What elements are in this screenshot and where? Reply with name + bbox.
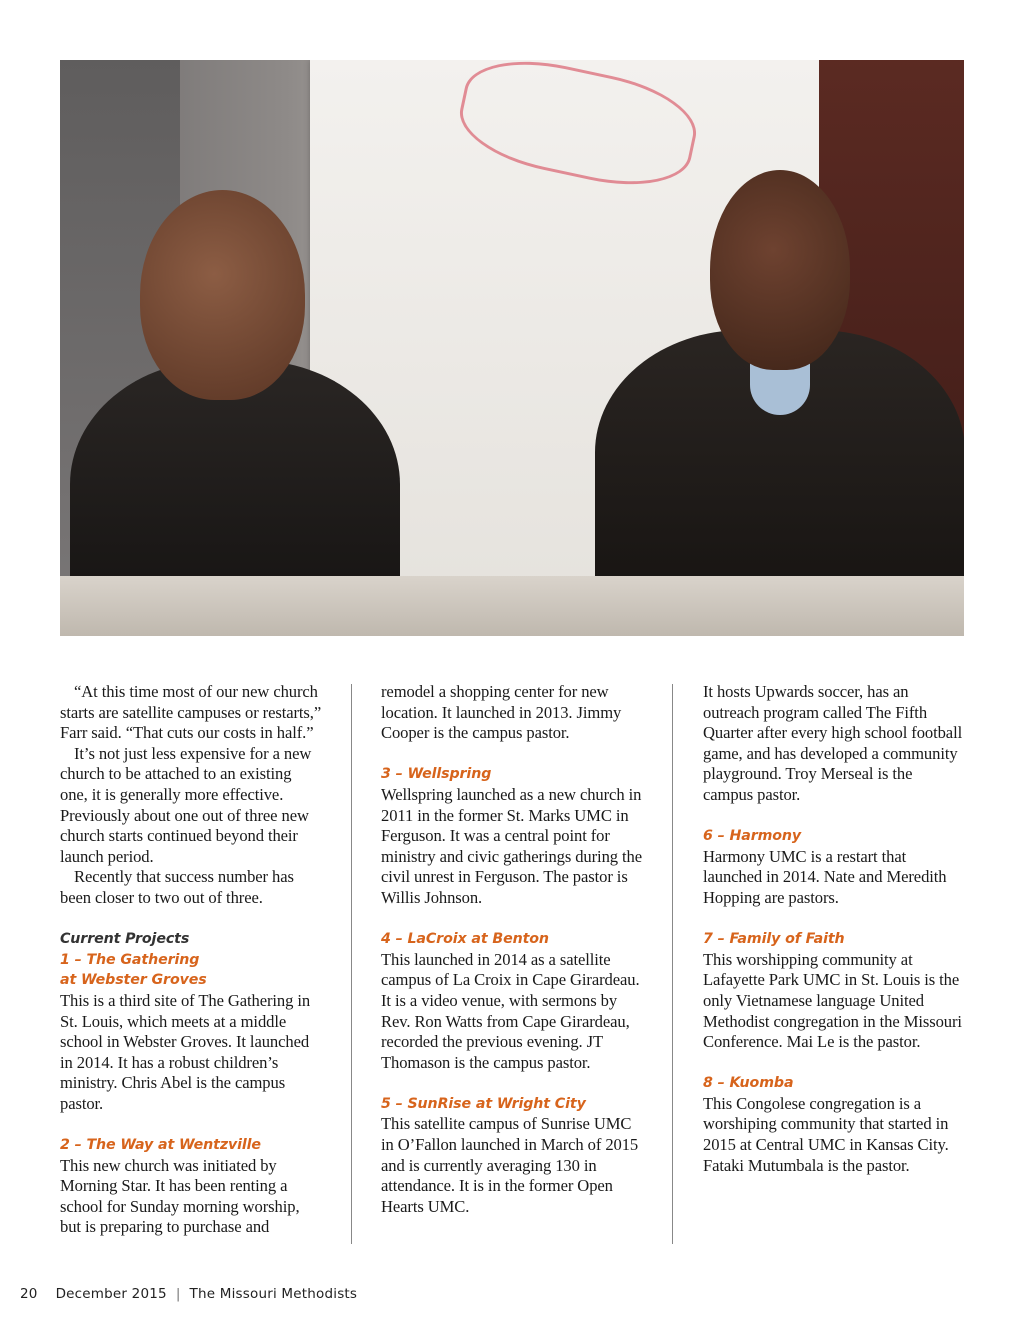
project-heading: 7 – Family of Faith [703, 931, 845, 948]
project-heading: 6 – Harmony [703, 828, 802, 845]
project-heading: at Webster Groves [60, 972, 207, 989]
text-column-2 [381, 682, 643, 1217]
body-paragraph: “At this time most of our new church starts are satellite campuses or restarts,” Farr said. “That cuts our costs in half.” [60, 682, 322, 743]
page-number: 20 [20, 1286, 38, 1302]
paragraph-gap [60, 1114, 322, 1135]
paragraph-gap [703, 1053, 965, 1074]
paragraph-gap [381, 1073, 643, 1094]
project-heading: 4 – LaCroix at Benton [381, 931, 549, 948]
body-paragraph: This satellite campus of Sunrise UMC in O’Fallon launched in March of 2015 and is currently averaging 130 in attendance. It is in the former Open Hearts UMC. [381, 1114, 639, 1216]
project-heading: 1 – The Gathering [60, 951, 200, 968]
footer-separator: | [175, 1286, 181, 1302]
paragraph-gap [381, 909, 643, 930]
paragraph-gap [381, 744, 643, 765]
project-heading: 2 – The Way at Wentzville [60, 1137, 261, 1154]
text-column-3 [703, 682, 965, 1176]
article-photo [60, 60, 964, 636]
paragraph-gap [703, 909, 965, 930]
body-paragraph: Recently that success number has been closer to two out of three. [60, 867, 294, 907]
publication-name: The Missouri Methodists [189, 1286, 358, 1302]
body-paragraph: Wellspring launched as a new church in 2011 in the former St. Marks UMC in Ferguson. It was a central point for ministry and civic gatherings during the civil unrest in Ferguson. The pastor is Willis Johnson. [381, 784, 642, 907]
column-divider [672, 684, 673, 1244]
project-heading: 3 – Wellspring [381, 766, 492, 783]
paragraph-gap [703, 806, 965, 827]
body-paragraph: remodel a shopping center for new location. It launched in 2013. Jimmy Cooper is the campus pastor. [381, 682, 622, 743]
body-paragraph: This worshipping community at Lafayette Park UMC in St. Louis is the only Vietnamese language United Methodist congregation in the Missouri Conference. Mai Le is the pastor. [703, 949, 962, 1052]
body-paragraph: It hosts Upwards soccer, has an outreach program called The Fifth Quarter after every high school football game, and has developed a community playground. Troy Merseal is the campus pastor. [703, 682, 963, 804]
page-footer [20, 1286, 357, 1302]
paragraph-gap [60, 909, 322, 930]
body-paragraph: This is a third site of The Gathering in St. Louis, which meets at a middle school in Webster Groves. It launched in 2014. It has a robust children’s ministry. Chris Abel is the campus pastor. [60, 990, 311, 1113]
text-column-1 [60, 682, 322, 1238]
issue-date: December 2015 [55, 1286, 167, 1302]
body-paragraph: This new church was initiated by Morning Star. It has been renting a school for Sunday morning worship, but is preparing to purchase and [60, 1155, 300, 1237]
section-subhead: Current Projects [60, 931, 190, 948]
body-paragraph: This Congolese congregation is a worshiping community that started in 2015 at Central UMC in Kansas City. Fataki Mutumbala is the pastor. [703, 1093, 949, 1175]
body-paragraph: Harmony UMC is a restart that launched in 2014. Nate and Meredith Hopping are pastors. [703, 846, 947, 907]
column-divider [351, 684, 352, 1244]
body-paragraph: It’s not just less expensive for a new church to be attached to an existing one, it is generally more effective. Previously about one out of three new church starts continued beyond their launch period. [60, 743, 312, 866]
project-heading: 8 – Kuomba [703, 1075, 794, 1092]
project-heading: 5 – SunRise at Wright City [381, 1095, 586, 1112]
body-paragraph: This launched in 2014 as a satellite campus of La Croix in Cape Girardeau. It is a video venue, with sermons by Rev. Ron Watts from Cape Girardeau, recorded the previous evening. JT Thomason is the campus pastor. [381, 949, 640, 1072]
